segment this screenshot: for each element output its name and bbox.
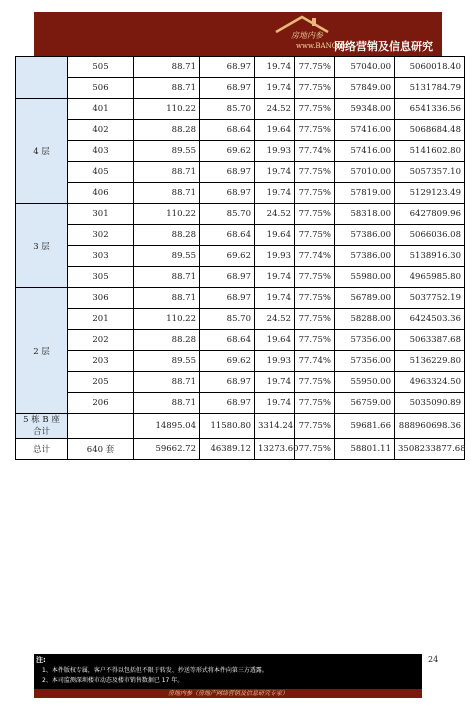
- value-cell: 88.28: [134, 330, 200, 351]
- unit-number-cell: 302: [68, 225, 134, 246]
- value-cell: 68.97: [200, 288, 255, 309]
- table-row: [16, 246, 465, 267]
- value-cell: 77.75%: [295, 183, 335, 204]
- total-cell: 77.75%: [295, 439, 335, 460]
- value-cell: 110.22: [134, 99, 200, 120]
- value-cell: 5037752.19: [395, 288, 465, 309]
- value-cell: 88.71: [134, 57, 200, 78]
- value-cell: 19.74: [255, 267, 295, 288]
- floor-label: [16, 57, 68, 99]
- unit-number-cell: 506: [68, 78, 134, 99]
- sales-table: [15, 56, 465, 460]
- unit-number-cell: 403: [68, 141, 134, 162]
- value-cell: 59348.00: [335, 99, 395, 120]
- value-cell: 89.55: [134, 351, 200, 372]
- table-row: [16, 393, 465, 414]
- value-cell: 77.75%: [295, 330, 335, 351]
- unit-number-cell: 402: [68, 120, 134, 141]
- value-cell: 5068684.48: [395, 120, 465, 141]
- value-cell: 57356.00: [335, 351, 395, 372]
- value-cell: 110.22: [134, 309, 200, 330]
- floor-label: 2 层: [16, 288, 68, 414]
- value-cell: 19.64: [255, 225, 295, 246]
- value-cell: 77.75%: [295, 204, 335, 225]
- value-cell: 68.97: [200, 57, 255, 78]
- table-row: [16, 351, 465, 372]
- unit-number-cell: 505: [68, 57, 134, 78]
- total-row: [16, 439, 465, 460]
- subtotal-label-line-1: 5 栋 B 座: [23, 415, 60, 425]
- value-cell: 6424503.36: [395, 309, 465, 330]
- total-cell: 3508233877.68: [395, 439, 465, 460]
- footer-bar: 房地内参（房地产网络营销及信息研究专家）: [34, 689, 422, 698]
- value-cell: 57356.00: [335, 330, 395, 351]
- value-cell: 19.93: [255, 246, 295, 267]
- value-cell: 88.71: [134, 288, 200, 309]
- table-row: [16, 141, 465, 162]
- value-cell: 77.74%: [295, 141, 335, 162]
- subtotal-cell: 14895.04: [134, 414, 200, 439]
- value-cell: 68.64: [200, 330, 255, 351]
- table-row: [16, 225, 465, 246]
- table-row: [16, 267, 465, 288]
- table-row: [16, 183, 465, 204]
- subtotal-row: [16, 414, 465, 439]
- value-cell: 19.93: [255, 351, 295, 372]
- value-cell: 56789.00: [335, 288, 395, 309]
- value-cell: 68.97: [200, 393, 255, 414]
- value-cell: 77.75%: [295, 57, 335, 78]
- value-cell: 19.74: [255, 183, 295, 204]
- value-cell: 77.75%: [295, 309, 335, 330]
- value-cell: 5066036.08: [395, 225, 465, 246]
- value-cell: 88.28: [134, 120, 200, 141]
- value-cell: 5131784.79: [395, 78, 465, 99]
- value-cell: 68.97: [200, 162, 255, 183]
- value-cell: 57386.00: [335, 246, 395, 267]
- brand-slogan: 网络营销及信息研究专家: [334, 40, 433, 69]
- value-cell: 19.64: [255, 120, 295, 141]
- value-cell: 57040.00: [335, 57, 395, 78]
- value-cell: 56759.00: [335, 393, 395, 414]
- value-cell: 57416.00: [335, 120, 395, 141]
- value-cell: 5138916.30: [395, 246, 465, 267]
- value-cell: 88.71: [134, 78, 200, 99]
- value-cell: 77.75%: [295, 267, 335, 288]
- table-row: [16, 78, 465, 99]
- value-cell: 4963324.50: [395, 372, 465, 393]
- value-cell: 68.64: [200, 120, 255, 141]
- total-cell: 13273.60: [255, 439, 295, 460]
- value-cell: 55950.00: [335, 372, 395, 393]
- unit-number-cell: 305: [68, 267, 134, 288]
- subtotal-label-line-2: 合计: [32, 427, 50, 437]
- value-cell: 19.93: [255, 141, 295, 162]
- subtotal-cell: 11580.80: [200, 414, 255, 439]
- table-row: [16, 204, 465, 225]
- value-cell: 57010.00: [335, 162, 395, 183]
- value-cell: 19.74: [255, 57, 295, 78]
- value-cell: 69.62: [200, 141, 255, 162]
- unit-number-cell: 202: [68, 330, 134, 351]
- value-cell: 68.97: [200, 267, 255, 288]
- page-number: 24: [428, 655, 439, 664]
- value-cell: 69.62: [200, 246, 255, 267]
- total-label: 总计: [16, 439, 68, 460]
- value-cell: 77.75%: [295, 288, 335, 309]
- value-cell: 88.71: [134, 267, 200, 288]
- unit-number-cell: 206: [68, 393, 134, 414]
- unit-number-cell: 205: [68, 372, 134, 393]
- value-cell: 88.28: [134, 225, 200, 246]
- value-cell: 57416.00: [335, 141, 395, 162]
- brand-name: 房地内参: [291, 31, 323, 40]
- value-cell: 24.52: [255, 99, 295, 120]
- unit-number-cell: 406: [68, 183, 134, 204]
- total-cell: 58801.11: [335, 439, 395, 460]
- unit-number-cell: 401: [68, 99, 134, 120]
- value-cell: 88.71: [134, 162, 200, 183]
- value-cell: 24.52: [255, 204, 295, 225]
- value-cell: 77.75%: [295, 162, 335, 183]
- value-cell: 88.71: [134, 393, 200, 414]
- table-row: [16, 288, 465, 309]
- footnote-box: [34, 654, 422, 689]
- value-cell: 5035090.89: [395, 393, 465, 414]
- value-cell: 77.75%: [295, 120, 335, 141]
- table-row: [16, 162, 465, 183]
- value-cell: 58318.00: [335, 204, 395, 225]
- value-cell: 77.74%: [295, 246, 335, 267]
- value-cell: 5136229.80: [395, 351, 465, 372]
- value-cell: 68.97: [200, 78, 255, 99]
- subtotal-cell: 888960698.36: [395, 414, 465, 439]
- floor-label: 3 层: [16, 204, 68, 288]
- unit-number-cell: 301: [68, 204, 134, 225]
- total-cell: 46389.12: [200, 439, 255, 460]
- footnote-title: 注:: [36, 656, 46, 664]
- value-cell: 19.74: [255, 78, 295, 99]
- table-row: [16, 120, 465, 141]
- value-cell: 57386.00: [335, 225, 395, 246]
- value-cell: 19.64: [255, 330, 295, 351]
- value-cell: 89.55: [134, 246, 200, 267]
- value-cell: 19.74: [255, 162, 295, 183]
- value-cell: 68.97: [200, 183, 255, 204]
- value-cell: 68.97: [200, 372, 255, 393]
- brand-url: www.BANQ.cn: [296, 42, 348, 50]
- value-cell: 88.71: [134, 183, 200, 204]
- value-cell: 77.75%: [295, 99, 335, 120]
- footnote-line-1: 1、本件版权专属，客户不得以包括但不限于转发、抄送等形式将本件向第三方透露。: [42, 667, 268, 674]
- value-cell: 19.74: [255, 288, 295, 309]
- value-cell: 77.74%: [295, 351, 335, 372]
- unit-number-cell: 405: [68, 162, 134, 183]
- value-cell: 5060018.40: [395, 57, 465, 78]
- value-cell: 24.52: [255, 309, 295, 330]
- value-cell: 4965985.80: [395, 267, 465, 288]
- value-cell: 77.75%: [295, 225, 335, 246]
- value-cell: 57849.00: [335, 78, 395, 99]
- value-cell: 68.64: [200, 225, 255, 246]
- value-cell: 89.55: [134, 141, 200, 162]
- value-cell: 85.70: [200, 99, 255, 120]
- subtotal-label: [16, 414, 68, 439]
- value-cell: 19.74: [255, 393, 295, 414]
- unit-number-cell: 303: [68, 246, 134, 267]
- value-cell: 58288.00: [335, 309, 395, 330]
- value-cell: 55980.00: [335, 267, 395, 288]
- value-cell: 5063387.68: [395, 330, 465, 351]
- value-cell: 6427809.96: [395, 204, 465, 225]
- subtotal-cell: [68, 414, 134, 439]
- unit-number-cell: 203: [68, 351, 134, 372]
- value-cell: 77.75%: [295, 393, 335, 414]
- floor-label: 4 层: [16, 99, 68, 204]
- value-cell: 69.62: [200, 351, 255, 372]
- value-cell: 5129123.49: [395, 183, 465, 204]
- table-row: [16, 309, 465, 330]
- value-cell: 19.74: [255, 372, 295, 393]
- table-row: [16, 330, 465, 351]
- value-cell: 5141602.80: [395, 141, 465, 162]
- value-cell: 77.75%: [295, 78, 335, 99]
- total-cell: 640 套: [68, 439, 134, 460]
- unit-number-cell: 306: [68, 288, 134, 309]
- table-row: [16, 57, 465, 78]
- value-cell: 77.75%: [295, 372, 335, 393]
- subtotal-cell: 59681.66: [335, 414, 395, 439]
- table-row: [16, 99, 465, 120]
- value-cell: 5057357.10: [395, 162, 465, 183]
- value-cell: 85.70: [200, 309, 255, 330]
- total-cell: 59662.72: [134, 439, 200, 460]
- value-cell: 110.22: [134, 204, 200, 225]
- value-cell: 88.71: [134, 372, 200, 393]
- subtotal-cell: 77.75%: [295, 414, 335, 439]
- unit-number-cell: 201: [68, 309, 134, 330]
- footnote-line-2: 2、本司监测深圳楼市动态及楼市销售数据已 17 年。: [42, 677, 184, 684]
- subtotal-cell: 3314.24: [255, 414, 295, 439]
- value-cell: 57819.00: [335, 183, 395, 204]
- table-row: [16, 372, 465, 393]
- value-cell: 85.70: [200, 204, 255, 225]
- value-cell: 6541336.56: [395, 99, 465, 120]
